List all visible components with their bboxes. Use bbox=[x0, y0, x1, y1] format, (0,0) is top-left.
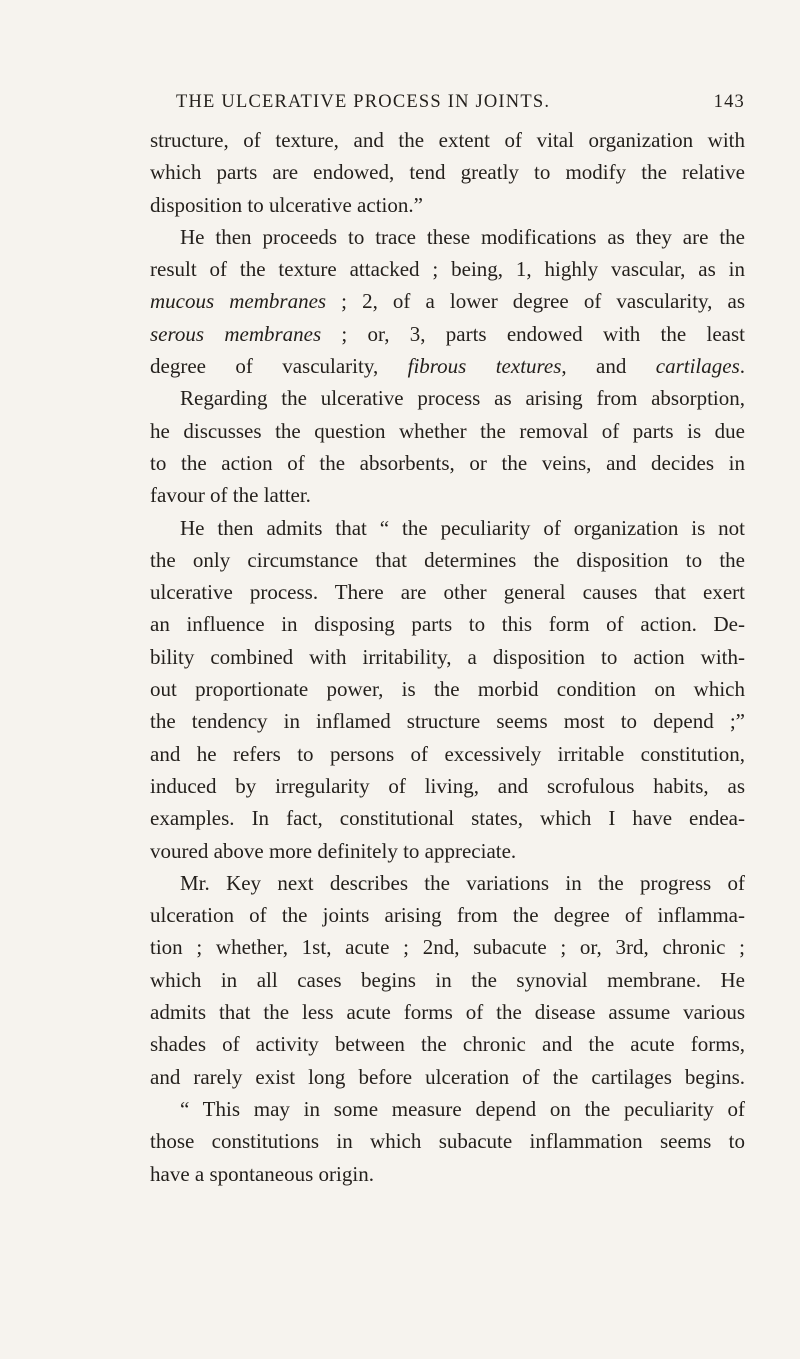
text-line: ulceration of the joints arising from the degree of inflamma- bbox=[150, 903, 745, 928]
italic-term: cartilages bbox=[655, 354, 740, 379]
text-line: mucous membranes ; 2, of a lower degree of vascularity, as bbox=[150, 289, 745, 314]
text-line: an influence in disposing parts to this form of action. De- bbox=[150, 612, 745, 637]
text-line: Mr. Key next describes the variations in the progress of bbox=[180, 870, 745, 895]
text-line: voured above more definitely to appreciate. bbox=[150, 838, 517, 863]
text-line: tion ; whether, 1st, acute ; 2nd, subacute ; or, 3rd, chronic ; bbox=[150, 935, 745, 960]
text-line: he discusses the question whether the removal of parts is due bbox=[150, 418, 745, 443]
page-number: 143 bbox=[713, 92, 745, 112]
text-line: He then proceeds to trace these modifications as they are the bbox=[180, 224, 745, 249]
running-head bbox=[150, 92, 745, 116]
body-text bbox=[150, 124, 745, 1190]
text-line: “ This may in some measure depend on the peculiarity of bbox=[180, 1096, 745, 1121]
text-line: degree of vascularity, fibrous textures, and cartilages. bbox=[150, 354, 745, 379]
italic-term: mucous membranes bbox=[150, 289, 327, 314]
text-line: which in all cases begins in the synovial membrane. He bbox=[150, 967, 745, 992]
text-line: the only circumstance that determines the disposition to the bbox=[150, 547, 745, 572]
text-line: bility combined with irritability, a disposition to action with- bbox=[150, 644, 745, 669]
text-line: disposition to ulcerative action.” bbox=[150, 192, 423, 217]
text-line: Regarding the ulcerative process as arising from absorption, bbox=[180, 386, 745, 411]
text-line: shades of activity between the chronic and the acute forms, bbox=[150, 1032, 745, 1057]
running-head-title: THE ULCERATIVE PROCESS IN JOINTS. bbox=[176, 92, 551, 112]
text-line: admits that the less acute forms of the disease assume various bbox=[150, 1000, 745, 1025]
text-line: which parts are endowed, tend greatly to modify the relative bbox=[150, 160, 745, 185]
text-line: and rarely exist long before ulceration of the cartilages begins. bbox=[150, 1064, 745, 1089]
text-line: those constitutions in which subacute inflammation seems to bbox=[150, 1129, 745, 1154]
text-line: to the action of the absorbents, or the veins, and decides in bbox=[150, 450, 745, 475]
text-line: structure, of texture, and the extent of vital organization with bbox=[150, 128, 745, 152]
text-line: out proportionate power, is the morbid condition on which bbox=[150, 677, 745, 702]
text-line: ulcerative process. There are other general causes that exert bbox=[150, 580, 745, 605]
text-line: have a spontaneous origin. bbox=[150, 1161, 374, 1186]
text-line: induced by irregularity of living, and scrofulous habits, as bbox=[150, 773, 745, 798]
italic-term: serous membranes bbox=[150, 321, 322, 346]
text-line: and he refers to persons of excessively irritable constitution, bbox=[150, 741, 745, 766]
text-line: favour of the latter. bbox=[150, 483, 311, 508]
text-line: serous membranes ; or, 3, parts endowed with the least bbox=[150, 321, 745, 346]
text-line: examples. In fact, constitutional states, which I have endea- bbox=[150, 806, 745, 831]
text-line: the tendency in inflamed structure seems most to depend ;” bbox=[150, 709, 745, 734]
italic-term: fibrous textures bbox=[407, 354, 562, 379]
text-line: result of the texture attacked ; being, 1, highly vascular, as in bbox=[150, 257, 745, 282]
text-line: He then admits that “ the peculiarity of organization is not bbox=[180, 515, 745, 540]
